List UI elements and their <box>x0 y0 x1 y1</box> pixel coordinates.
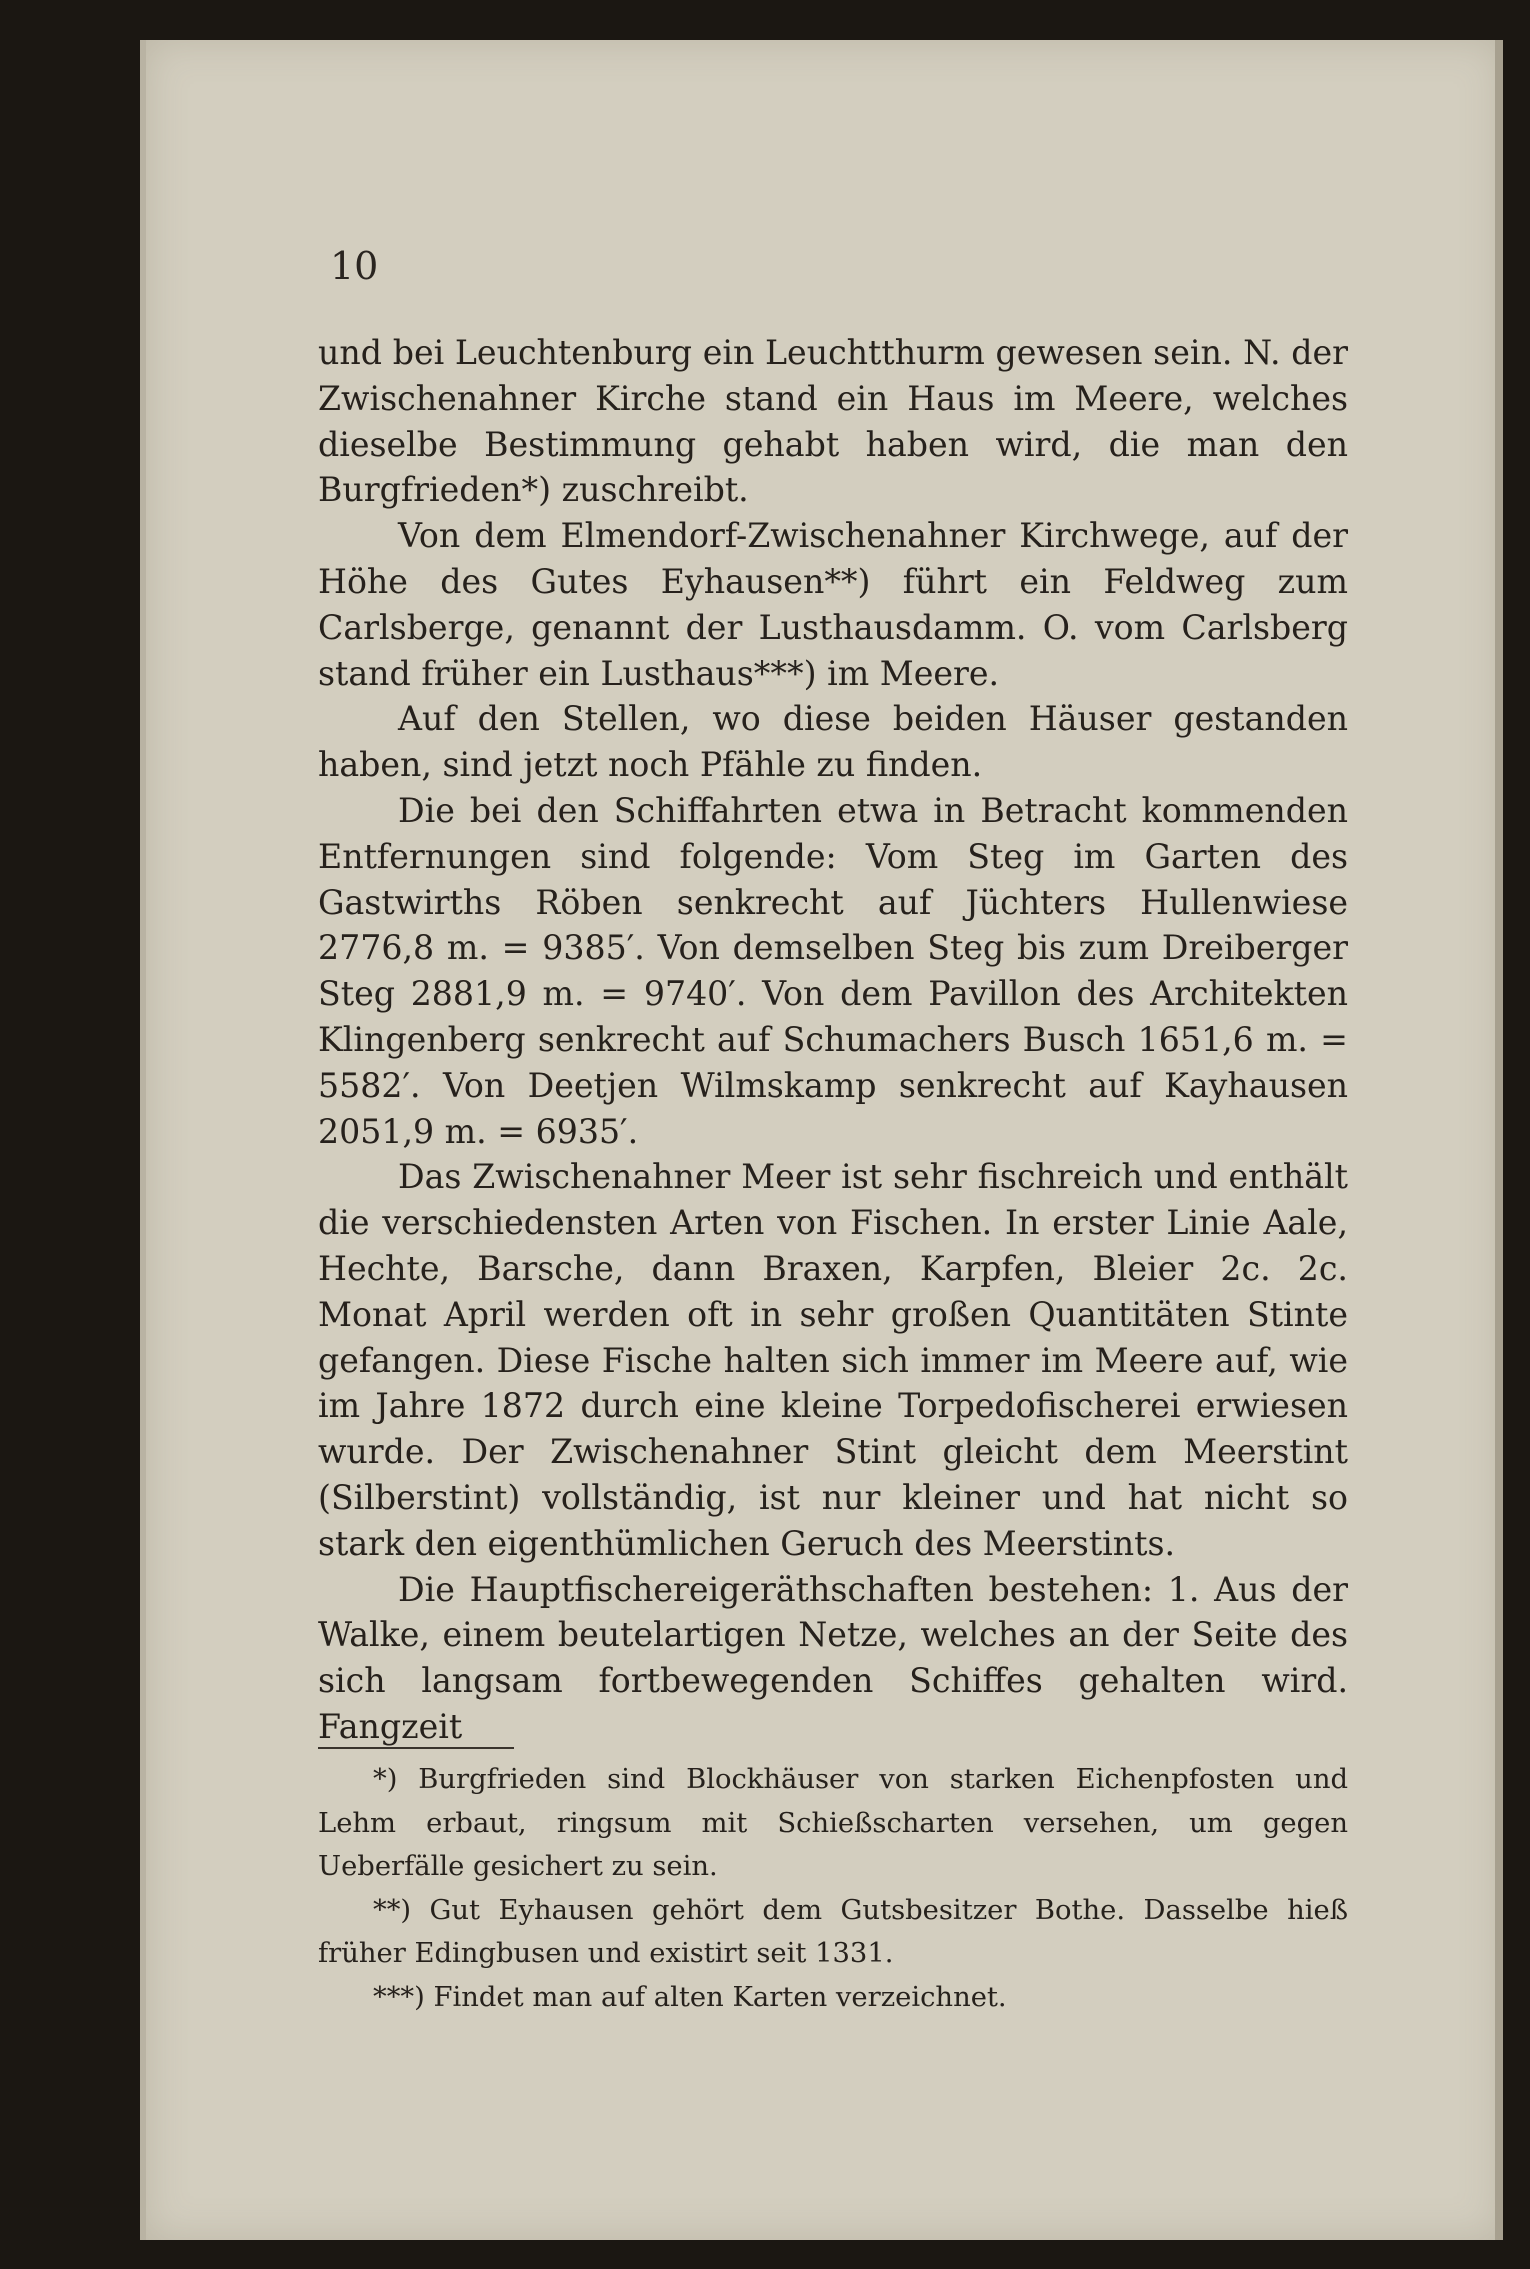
body-text <box>318 330 1348 1750</box>
page-edge <box>1495 40 1503 2240</box>
footnote: **) Gut Eyhausen gehört dem Gutsbesitzer Bothe. Dasselbe hieß früher Edingbusen und existirt seit 1331. <box>318 1894 1348 1970</box>
footnote-divider <box>318 1747 514 1749</box>
footnote: *) Burgfrieden sind Blockhäuser von starken Eichenpfosten und Lehm erbaut, ringsum mit Schießscharten versehen, um gegen Ueberfälle gesichert zu sein. <box>318 1764 1348 1883</box>
paragraph: Das Zwischenahner Meer ist sehr fischreich und enthält die verschiedensten Arten von Fischen. In erster Linie Aale, Hechte, Barsche, dann Braxen, Karpfen, Bleier 2c. 2c. Monat April werden oft in sehr großen Quantitäten Stinte gefangen. Diese Fische halten sich immer im Meere auf, wie im Jahre 1872 durch eine kleine Torpedofischerei erwiesen wurde. Der Zwischenahner Stint gleicht dem Meerstint (Silberstint) vollständig, ist nur kleiner und hat nicht so stark den eigenthümlichen Geruch des Meerstints. <box>318 1157 1348 1563</box>
footnote: ***) Findet man auf alten Karten verzeichnet. <box>373 1981 1007 2013</box>
paragraph: und bei Leuchtenburg ein Leuchtthurm gewesen sein. N. der Zwischenahner Kirche stand ein Haus im Meere, welches dieselbe Bestimmung gehabt haben wird, die man den Burgfrieden*) zuschreibt. <box>318 333 1348 510</box>
footnotes <box>318 1758 1348 2020</box>
page-number: 10 <box>330 244 379 288</box>
paragraph: Von dem Elmendorf-Zwischenahner Kirchwege, auf der Höhe des Gutes Eyhausen**) führt ein Feldweg zum Carlsberge, genannt der Lusthausdamm. O. vom Carlsberg stand früher ein Lusthaus***) im Meere. <box>318 516 1348 693</box>
paragraph: Die bei den Schiffahrten etwa in Betracht kommenden Entfernungen sind folgende: Vom Steg im Garten des Gastwirths Röben senkrecht auf Jüchters Hullenwiese 2776,8 m. = 9385′. Von demselben Steg bis zum Dreiberger Steg 2881,9 m. = 9740′. Von dem Pavillon des Architekten Klingenberg senkrecht auf Schumachers Busch 1651,6 m. = 5582′. Von Deetjen Wilmskamp senkrecht auf Kayhausen 2051,9 m. = 6935′. <box>318 790 1348 1151</box>
paragraph: Die Hauptfischereigeräthschaften bestehen: 1. Aus der Walke, einem beutelartigen Netze, welches an der Seite des sich langsam fortbewegenden Schiffes gehalten wird. Fangzeit <box>318 1569 1348 1746</box>
paragraph: Auf den Stellen, wo diese beiden Häuser gestanden haben, sind jetzt noch Pfähle zu finden. <box>318 699 1348 785</box>
